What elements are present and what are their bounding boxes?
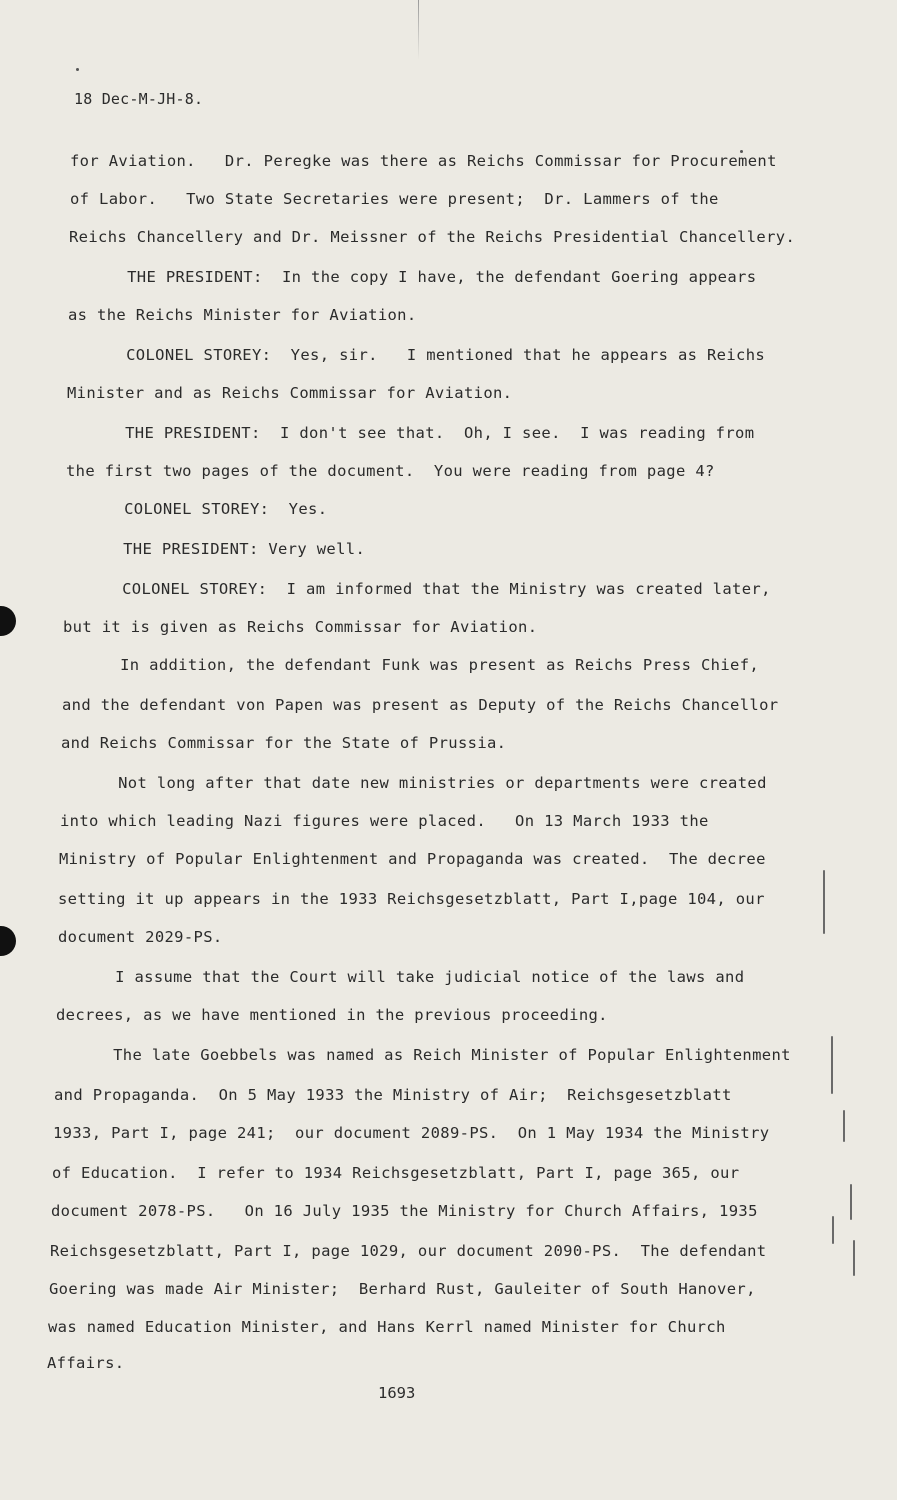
text-line: document 2078-PS. On 16 July 1935 the Ministry for Church Affairs, 1935 (51, 1202, 758, 1220)
margin-mark (853, 1240, 855, 1276)
text-line: decrees, as we have mentioned in the previous proceeding. (56, 1006, 608, 1024)
text-line: THE PRESIDENT: Very well. (65, 540, 366, 558)
text-line: into which leading Nazi figures were placed. On 13 March 1933 the (60, 812, 709, 830)
text-line: setting it up appears in the 1933 Reichsgesetzblatt, Part I,page 104, our (58, 890, 765, 908)
text-line: COLONEL STOREY: I am informed that the Ministry was created later, (64, 580, 771, 598)
document-id: 18 Dec-M-JH-8. (74, 90, 204, 108)
text-line: I assume that the Court will take judicial notice of the laws and (57, 968, 745, 986)
margin-mark (832, 1216, 834, 1244)
punch-hole-lower (0, 926, 16, 956)
text-line: The late Goebbels was named as Reich Minister of Popular Enlightenment (55, 1046, 791, 1064)
text-line: COLONEL STOREY: Yes. (66, 500, 328, 518)
ink-speck (76, 68, 79, 71)
text-line: the first two pages of the document. You were reading from page 4? (66, 462, 715, 480)
text-line: of Education. I refer to 1934 Reichsgesetzblatt, Part I, page 365, our (52, 1164, 740, 1182)
punch-hole-upper (0, 606, 16, 636)
text-line: Affairs. (47, 1354, 125, 1372)
text-line: and Reichs Commissar for the State of Prussia. (61, 734, 507, 752)
text-line: document 2029-PS. (58, 928, 223, 946)
text-line: THE PRESIDENT: I don't see that. Oh, I see. I was reading from (67, 424, 755, 442)
margin-mark (823, 870, 825, 934)
text-line: and Propaganda. On 5 May 1933 the Ministry of Air; Reichsgesetzblatt (54, 1086, 732, 1104)
margin-mark (850, 1184, 852, 1220)
text-line: Not long after that date new ministries or departments were created (60, 774, 767, 792)
text-line: was named Education Minister, and Hans Kerrl named Minister for Church (48, 1318, 726, 1336)
text-line: Reichs Chancellery and Dr. Meissner of the Reichs Presidential Chancellery. (69, 228, 796, 246)
margin-mark (843, 1110, 845, 1142)
text-line: THE PRESIDENT: In the copy I have, the defendant Goering appears (69, 268, 757, 286)
text-line: of Labor. Two State Secretaries were present; Dr. Lammers of the (70, 190, 719, 208)
fold-line (418, 0, 419, 60)
text-line: for Aviation. Dr. Peregke was there as Reichs Commissar for Procurement (70, 152, 777, 170)
text-line: and the defendant von Papen was present as Deputy of the Reichs Chancellor (62, 696, 779, 714)
text-line: Minister and as Reichs Commissar for Aviation. (67, 384, 513, 402)
text-line: Reichsgesetzblatt, Part I, page 1029, our document 2090-PS. The defendant (50, 1242, 767, 1260)
text-line: Goering was made Air Minister; Berhard Rust, Gauleiter of South Hanover, (49, 1280, 756, 1298)
text-line: Ministry of Popular Enlightenment and Propaganda was created. The decree (59, 850, 766, 868)
text-line: 1933, Part I, page 241; our document 2089-PS. On 1 May 1934 the Ministry (53, 1124, 770, 1142)
text-line: COLONEL STOREY: Yes, sir. I mentioned that he appears as Reichs (68, 346, 766, 364)
margin-mark (831, 1036, 833, 1094)
text-line: In addition, the defendant Funk was present as Reichs Press Chief, (62, 656, 760, 674)
text-line: but it is given as Reichs Commissar for Aviation. (63, 618, 538, 636)
text-line: as the Reichs Minister for Aviation. (68, 306, 417, 324)
page-number: 1693 (378, 1384, 416, 1402)
